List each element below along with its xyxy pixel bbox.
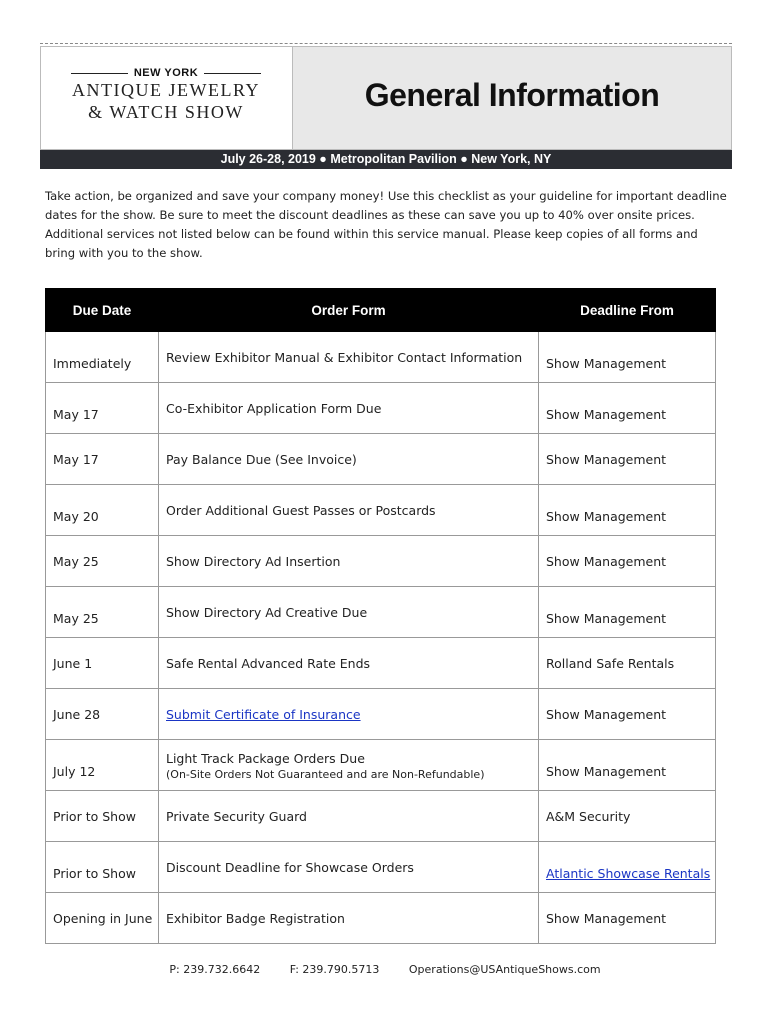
event-banner: July 26-28, 2019 ● Metropolitan Pavilion ● New York, NY bbox=[40, 150, 732, 169]
due-date-cell: Immediately bbox=[46, 332, 159, 383]
table-row bbox=[46, 791, 716, 842]
show-logo bbox=[41, 47, 293, 149]
due-date-cell: Opening in June bbox=[46, 893, 159, 944]
deadline-from-cell: Show Management bbox=[539, 536, 716, 587]
footer-phone: P: 239.732.6642 bbox=[169, 963, 261, 976]
due-date-cell: Prior to Show bbox=[46, 791, 159, 842]
logo-line-1: ANTIQUE JEWELRY bbox=[72, 80, 260, 100]
due-date-cell: May 25 bbox=[46, 536, 159, 587]
table-row bbox=[46, 536, 716, 587]
table-header-row bbox=[46, 289, 716, 332]
deadline-from-cell: Show Management bbox=[539, 893, 716, 944]
table-row bbox=[46, 638, 716, 689]
order-form-cell bbox=[159, 689, 539, 740]
due-date-cell: July 12 bbox=[46, 740, 159, 791]
order-form-cell: Private Security Guard bbox=[159, 791, 539, 842]
order-form-cell: Discount Deadline for Showcase Orders bbox=[159, 842, 539, 893]
logo-top-row bbox=[71, 67, 261, 79]
due-date-cell: Prior to Show bbox=[46, 842, 159, 893]
order-form-cell: Pay Balance Due (See Invoice) bbox=[159, 434, 539, 485]
table-row bbox=[46, 893, 716, 944]
intro-line: bring with you to the show. bbox=[45, 246, 203, 260]
order-form-cell: Co-Exhibitor Application Form Due bbox=[159, 383, 539, 434]
due-date-cell: May 17 bbox=[46, 434, 159, 485]
footer-fax: F: 239.790.5713 bbox=[289, 963, 380, 976]
intro-line: Take action, be organized and save your company money! Use this checklist as your guideline for important deadline bbox=[45, 189, 727, 203]
due-date-cell: June 1 bbox=[46, 638, 159, 689]
order-form-cell bbox=[159, 740, 539, 791]
logo-rule-left bbox=[71, 73, 128, 74]
deadline-from-cell: Show Management bbox=[539, 434, 716, 485]
order-form-cell: Safe Rental Advanced Rate Ends bbox=[159, 638, 539, 689]
contact-footer bbox=[0, 963, 770, 976]
page-title: General Information bbox=[364, 77, 660, 113]
due-date-cell: May 17 bbox=[46, 383, 159, 434]
due-date-cell: May 20 bbox=[46, 485, 159, 536]
order-form-cell: Review Exhibitor Manual & Exhibitor Contact Information bbox=[159, 332, 539, 383]
table-row bbox=[46, 689, 716, 740]
table-row bbox=[46, 383, 716, 434]
deadline-from-cell: Show Management bbox=[539, 383, 716, 434]
certificate-of-insurance-link[interactable]: Submit Certificate of Insurance bbox=[166, 706, 361, 722]
deadline-from-cell: Show Management bbox=[539, 587, 716, 638]
intro-line: dates for the show. Be sure to meet the discount deadlines as these can save you up to 40% over onsite prices. bbox=[45, 208, 695, 222]
header-order-form: Order Form bbox=[159, 289, 539, 332]
deadline-from-cell: A&M Security bbox=[539, 791, 716, 842]
order-form-cell: Exhibitor Badge Registration bbox=[159, 893, 539, 944]
logo-line-2: & WATCH SHOW bbox=[88, 102, 244, 122]
deadline-from-cell bbox=[539, 842, 716, 893]
title-box bbox=[293, 47, 731, 149]
order-form-cell: Show Directory Ad Creative Due bbox=[159, 587, 539, 638]
table-row bbox=[46, 332, 716, 383]
table-row bbox=[46, 485, 716, 536]
table-row bbox=[46, 740, 716, 791]
top-rule bbox=[40, 43, 732, 44]
logo-city: NEW YORK bbox=[133, 67, 199, 79]
table-row bbox=[46, 842, 716, 893]
header-due-date: Due Date bbox=[46, 289, 159, 332]
order-form-title: Light Track Package Orders Due bbox=[166, 751, 365, 766]
deadline-table bbox=[45, 288, 716, 944]
deadline-from-cell: Show Management bbox=[539, 485, 716, 536]
footer-email[interactable]: Operations@USAntiqueShows.com bbox=[408, 963, 601, 976]
deadline-from-cell: Rolland Safe Rentals bbox=[539, 638, 716, 689]
order-form-cell: Order Additional Guest Passes or Postcards bbox=[159, 485, 539, 536]
due-date-cell: May 25 bbox=[46, 587, 159, 638]
logo-rule-right bbox=[204, 73, 261, 74]
atlantic-showcase-link[interactable]: Atlantic Showcase Rentals bbox=[546, 866, 711, 881]
header-deadline-from: Deadline From bbox=[539, 289, 716, 332]
deadline-from-cell: Show Management bbox=[539, 332, 716, 383]
intro-paragraph bbox=[45, 187, 735, 263]
table-row bbox=[46, 434, 716, 485]
deadline-from-cell: Show Management bbox=[539, 689, 716, 740]
table-row bbox=[46, 587, 716, 638]
order-form-note: (On-Site Orders Not Guaranteed and are Non-Refundable) bbox=[166, 768, 485, 781]
page-header bbox=[40, 46, 732, 150]
order-form-cell: Show Directory Ad Insertion bbox=[159, 536, 539, 587]
intro-line: Additional services not listed below can be found within this service manual. Please keep copies of all forms and bbox=[45, 227, 698, 241]
deadline-from-cell: Show Management bbox=[539, 740, 716, 791]
due-date-cell: June 28 bbox=[46, 689, 159, 740]
